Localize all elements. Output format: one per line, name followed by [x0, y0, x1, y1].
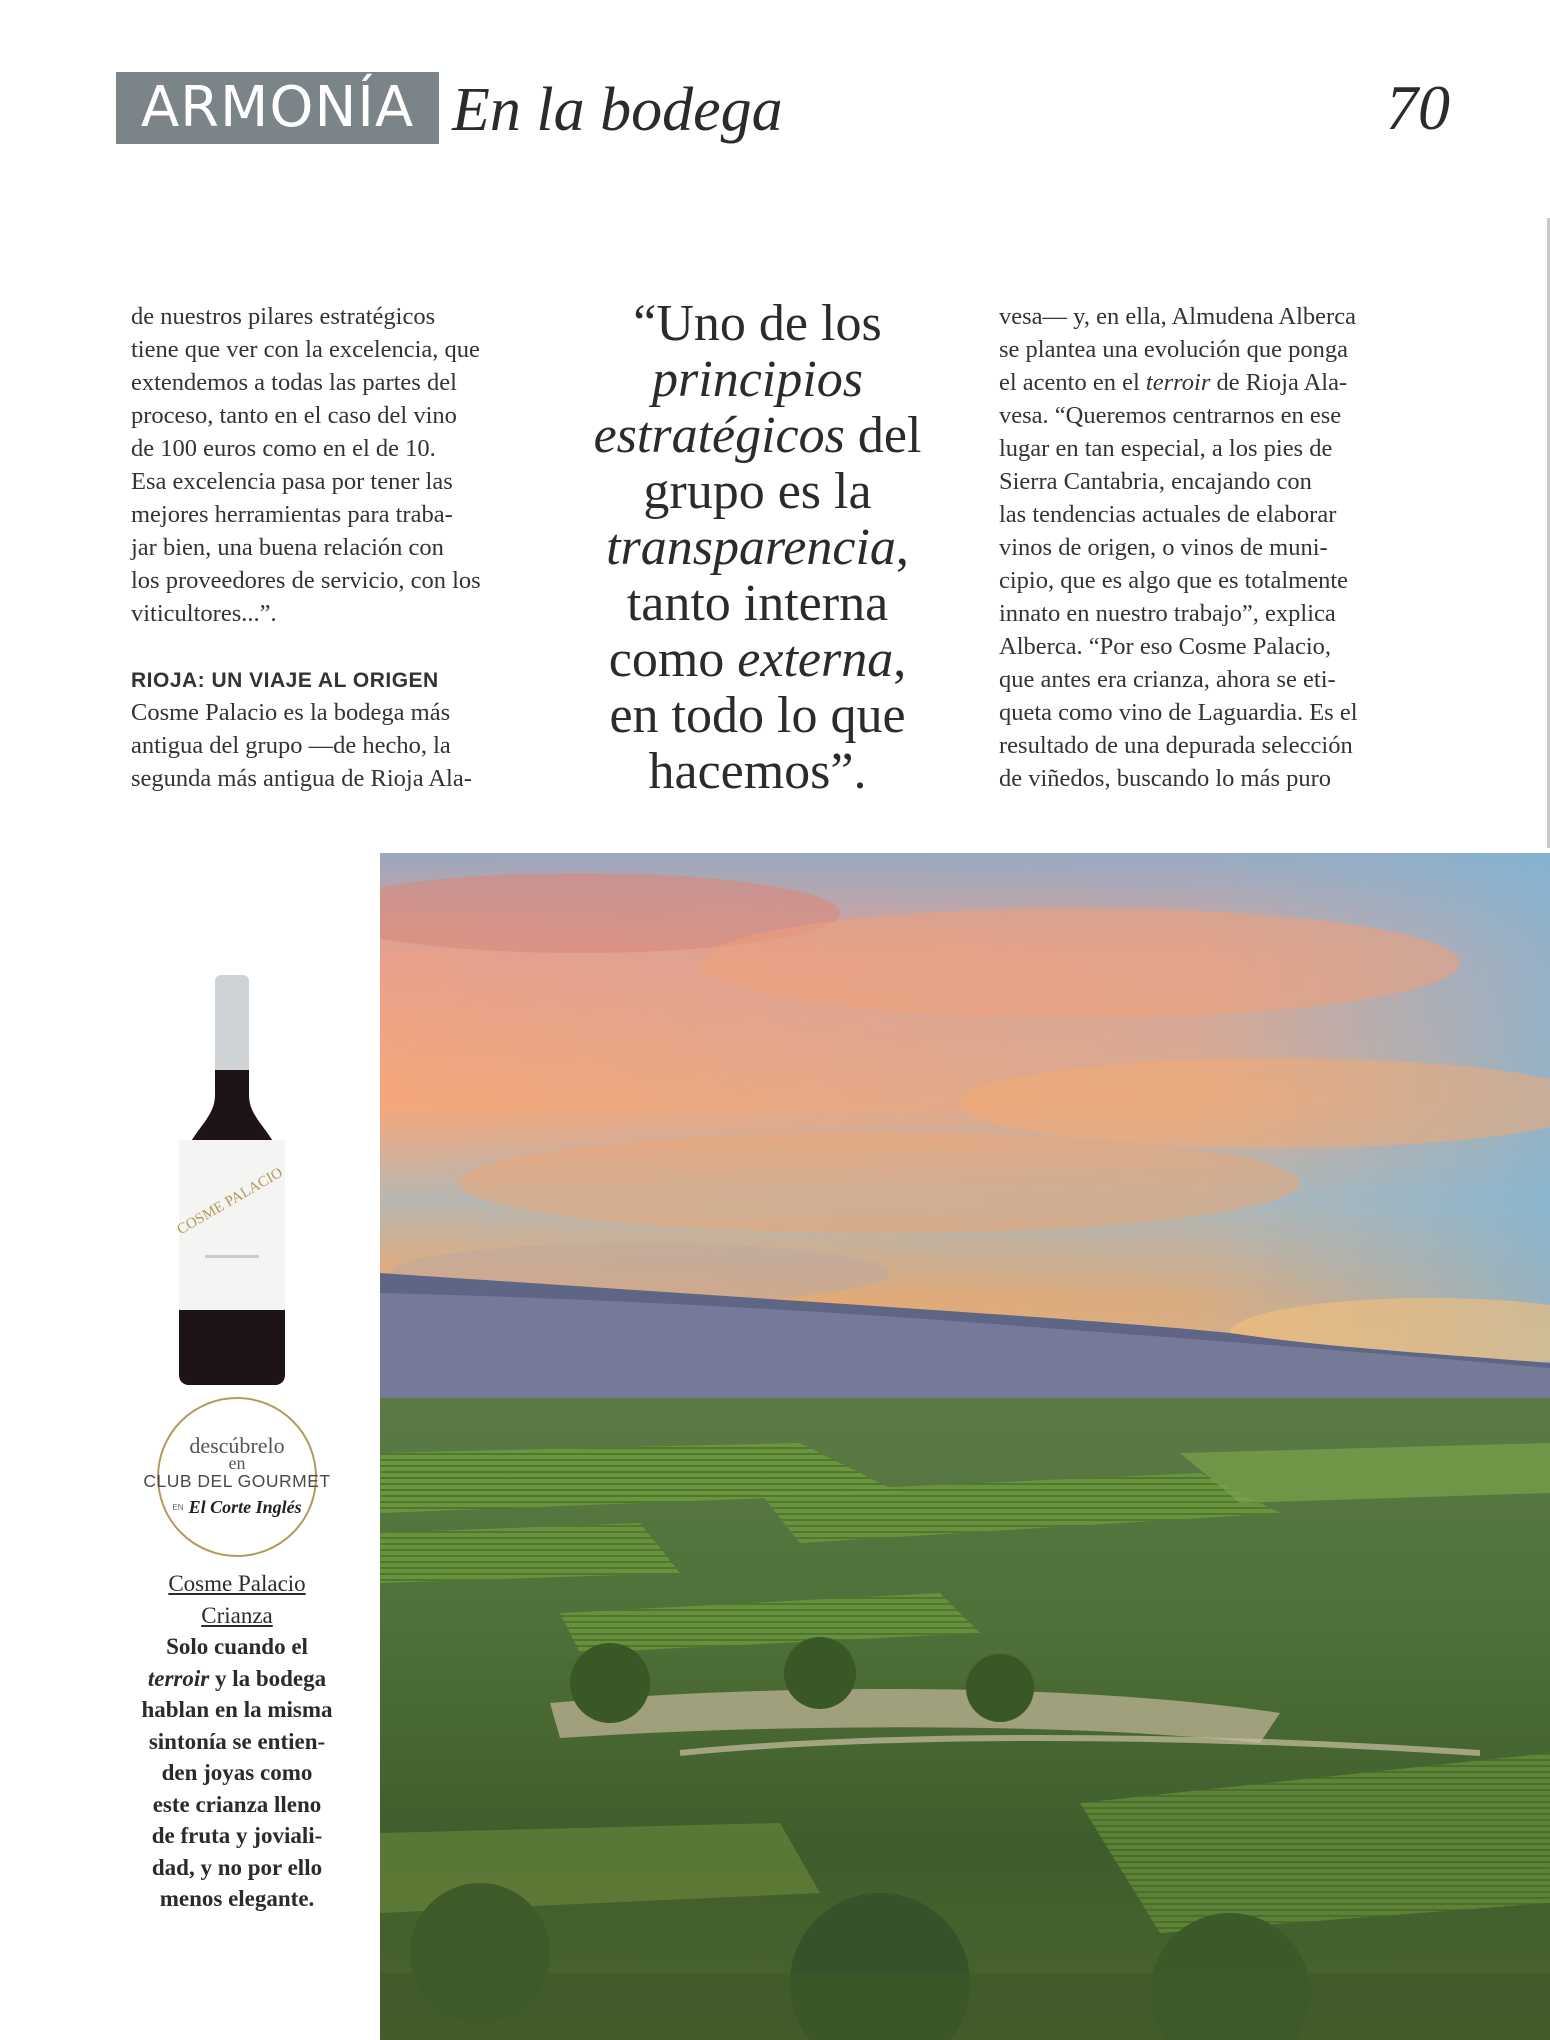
desc-line: Solo cuando el	[166, 1634, 308, 1659]
quote-italic: transparencia	[606, 519, 896, 576]
text-span: el acento en el	[999, 369, 1146, 396]
text-line: los proveedores de servicio, con los	[131, 567, 481, 594]
text-italic: terroir	[1145, 369, 1211, 396]
text-line: Alberca. “Por eso Cosme Palacio,	[999, 633, 1332, 660]
desc-line: de fruta y joviali-	[151, 1823, 323, 1848]
quote-italic: principios	[652, 351, 863, 408]
badge-en-text: en	[228, 1453, 246, 1473]
quote-line	[580, 520, 935, 576]
text-line: segunda más antigua de Rioja Ala-	[131, 765, 472, 792]
text-line: queta como vino de Laguardia. Es el	[999, 699, 1358, 726]
text-line: tiene que ver con la excelencia, que	[131, 336, 480, 363]
text-line: Esa excelencia pasa por tener las	[131, 468, 453, 495]
section-title: En la bodega	[452, 76, 783, 144]
el-corte-ingles-logo: El Corte Inglés	[188, 1497, 302, 1517]
quote-line: tanto interna	[626, 575, 889, 632]
text-line: las tendencias actuales de elaborar	[999, 501, 1337, 528]
desc-line: dad, y no por ello	[151, 1854, 323, 1880]
wine-type: Crianza	[201, 1602, 273, 1628]
quote-line: “Uno de los	[633, 295, 882, 352]
text-line: lugar en tan especial, a los pies de	[999, 435, 1333, 462]
text-line: se plantea una evolución que ponga	[999, 336, 1349, 363]
desc-line: este crianza lleno	[152, 1791, 322, 1817]
text-line: de 100 euros como en el de 10.	[131, 435, 436, 462]
badge-club-text: CLUB DEL GOURMET	[143, 1471, 331, 1491]
quote-line: en todo lo que	[609, 687, 906, 744]
text-line: vesa— y, en ella, Almudena Alberca	[999, 303, 1356, 330]
desc-span: y la bodega	[209, 1665, 327, 1691]
text-line: innato en nuestro trabajo”, explica	[999, 600, 1336, 627]
text-line: de viñedos, buscando lo más puro	[999, 765, 1332, 792]
text-line: proceso, tanto en el caso del vino	[131, 402, 457, 429]
quote-line	[580, 352, 935, 408]
text-line: que antes era crianza, ahora se eti-	[999, 666, 1336, 693]
quote-text: como	[608, 631, 738, 688]
club-del-gourmet-badge	[143, 1397, 331, 1557]
subheading: RIOJA: UN VIAJE AL ORIGEN	[131, 669, 439, 692]
text-line: viticultores...”.	[131, 600, 277, 627]
badge-discover-text: descúbrelo	[189, 1433, 285, 1458]
desc-line	[126, 1663, 348, 1695]
quote-italic: externa	[737, 631, 894, 688]
quote-line: grupo es la	[643, 463, 872, 520]
text-line	[999, 366, 1419, 399]
text-line: jar bien, una buena relación con	[131, 534, 444, 561]
quote-text: del	[844, 407, 922, 464]
text-line: Sierra Cantabria, encajando con	[999, 468, 1312, 495]
quote-text: ,	[893, 631, 907, 688]
text-span: de Rioja Ala-	[1210, 369, 1348, 396]
desc-italic: terroir	[147, 1665, 210, 1691]
desc-line: den joyas como	[161, 1760, 313, 1785]
text-line: Cosme Palacio es la bodega más	[131, 699, 451, 726]
section-tag: ARMONÍA	[116, 72, 439, 144]
pull-quote	[580, 296, 935, 800]
bottle-label-text: COSME PALACIO	[175, 1164, 286, 1239]
wine-description	[126, 1631, 348, 1915]
text-line: mejores herramientas para traba-	[131, 501, 453, 528]
badge-en-small: EN	[172, 1503, 184, 1512]
text-line: resultado de una depurada selección	[999, 732, 1353, 759]
article-column-left	[131, 300, 531, 795]
text-line: vesa. “Queremos centrarnos en ese	[999, 402, 1342, 429]
wine-recommendation	[126, 1568, 348, 1915]
page-number: 70	[1386, 72, 1450, 143]
wine-name: Cosme Palacio	[168, 1571, 306, 1596]
quote-line	[580, 632, 935, 688]
article-column-right	[999, 300, 1419, 795]
quote-line: hacemos”.	[648, 743, 867, 800]
text-line: antigua del grupo —de hecho, la	[131, 732, 451, 759]
quote-italic: estratégicos	[593, 407, 845, 464]
desc-line: sintonía se entien-	[148, 1728, 326, 1754]
quote-line	[580, 408, 935, 464]
wine-bottle-image	[175, 975, 295, 1389]
quote-text: ,	[895, 519, 909, 576]
text-line: cipio, que es algo que es totalmente	[999, 567, 1349, 594]
text-line: vinos de origen, o vinos de muni-	[999, 534, 1328, 561]
desc-line: menos elegante.	[159, 1886, 315, 1911]
text-line: de nuestros pilares estratégicos	[131, 303, 436, 330]
text-line: extendemos a todas las partes del	[131, 369, 457, 396]
vineyard-landscape-photo	[380, 853, 1550, 2040]
desc-line: hablan en la misma	[141, 1697, 333, 1722]
badge-brand-line	[159, 1497, 315, 1518]
